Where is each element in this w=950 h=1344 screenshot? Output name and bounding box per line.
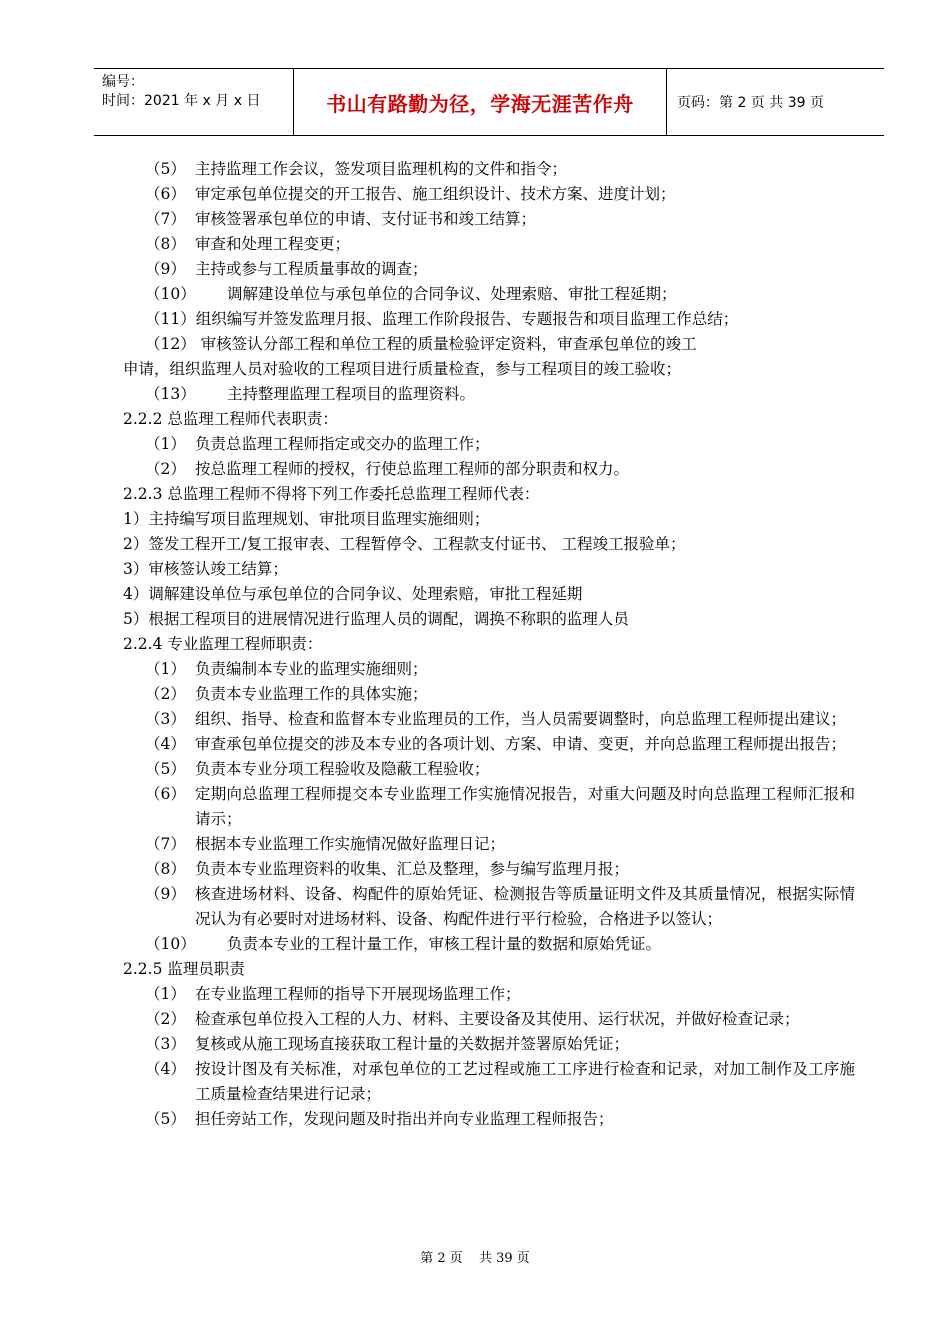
list-item-text: 核查进场材料、设备、构配件的原始凭证、检测报告等质量证明文件及其质量情况，根据实际情况认为有必要时对进场材料、设备、构配件进行平行检验，合格进予以签认； — [195, 885, 855, 928]
footer-page-current: 第 2 页 — [420, 1251, 463, 1266]
text-line: 2.2.3 总监理工程师不得将下列工作委托总监理工程师代表： — [123, 485, 540, 503]
list-item — [123, 782, 855, 832]
document-time: 时间：2021 年 x 月 x 日 — [102, 93, 261, 109]
list-item-number: （7） — [145, 210, 186, 228]
list-item-text: 负责本专业的工程计量工作，审核工程计量的数据和原始凭证。 — [227, 935, 662, 953]
list-item-number: （4） — [145, 1060, 186, 1078]
list-item — [123, 1007, 855, 1032]
list-item-number: （2） — [145, 460, 186, 478]
list-item — [123, 732, 855, 757]
list-item-number: （2） — [145, 685, 186, 703]
list-item-text: 负责本专业分项工程验收及隐蔽工程验收； — [195, 760, 490, 778]
list-item — [123, 457, 855, 482]
list-item — [123, 682, 855, 707]
list-item — [123, 757, 855, 782]
text-line: 4）调解建设单位与承包单位的合同争议、处理索赔，审批工程延期 — [123, 585, 583, 603]
list-item — [123, 182, 855, 207]
list-item — [123, 382, 855, 407]
text-line: 2.2.2 总监理工程师代表职责： — [123, 410, 338, 428]
list-item-text: 主持或参与工程质量事故的调查； — [195, 260, 428, 278]
list-item — [123, 982, 855, 1007]
text-line: （12） 审核签认分部工程和单位工程的质量检验评定资料，审查承包单位的竣工 — [145, 335, 697, 353]
list-item-number: （3） — [145, 710, 186, 728]
header-page-number: 页码：第 2 页 共 39 页 — [677, 95, 824, 111]
list-item-number: （13） — [145, 385, 196, 403]
list-item-text: 审查和处理工程变更； — [195, 235, 351, 253]
text-line: 2）签发工程开工/复工报审表、工程暂停令、工程款支付证书、 工程竣工报验单； — [123, 535, 686, 553]
list-item-number: （6） — [145, 185, 186, 203]
list-item-number: （8） — [145, 235, 186, 253]
page-footer — [0, 1247, 950, 1266]
text-line: 5）根据工程项目的进展情况进行监理人员的调配，调换不称职的监理人员 — [123, 610, 629, 628]
list-item-text: 按设计图及有关标准，对承包单位的工艺过程或施工工序进行检查和记录，对加工制作及工序施工质量检查结果进行记录； — [195, 1060, 855, 1103]
list-item-text: 调解建设单位与承包单位的合同争议、处理索赔、审批工程延期； — [227, 285, 677, 303]
list-item-number: （6） — [145, 785, 186, 803]
list-item-text: 负责本专业监理工作的具体实施； — [195, 685, 428, 703]
list-item — [123, 432, 855, 457]
list-item-text: 根据本专业监理工作实施情况做好监理日记； — [195, 835, 506, 853]
list-item-text: 负责本专业监理资料的收集、汇总及整理，参与编写监理月报； — [195, 860, 630, 878]
list-item-text: 担任旁站工作，发现问题及时指出并向专业监理工程师报告； — [195, 1110, 614, 1128]
list-item-number: （1） — [145, 660, 186, 678]
list-item-number: （7） — [145, 835, 186, 853]
document-body — [123, 157, 855, 1132]
text-line: （11）组织编写并签发监理月报、监理工作阶段报告、专题报告和项目监理工作总结； — [145, 310, 739, 328]
list-item-text: 主持监理工作会议，签发项目监理机构的文件和指令； — [195, 160, 568, 178]
list-item — [123, 707, 855, 732]
list-item-number: （10） — [145, 285, 196, 303]
list-item-text: 审核签署承包单位的申请、支付证书和竣工结算； — [195, 210, 537, 228]
list-item-text: 定期向总监理工程师提交本专业监理工作实施情况报告，对重大问题及时向总监理工程师汇报和请示； — [195, 785, 855, 828]
list-item — [123, 157, 855, 182]
list-item — [123, 932, 855, 957]
list-item-text: 复核或从施工现场直接获取工程计量的关数据并签署原始凭证； — [195, 1035, 630, 1053]
list-item-number: （5） — [145, 1110, 186, 1128]
list-item — [123, 257, 855, 282]
list-item — [123, 232, 855, 257]
text-line: 1）主持编写项目监理规划、审批项目监理实施细则； — [123, 510, 490, 528]
list-item-text: 在专业监理工程师的指导下开展现场监理工作； — [195, 985, 521, 1003]
list-item — [123, 1057, 855, 1107]
text-line: 2.2.4 专业监理工程师职责： — [123, 635, 323, 653]
footer-page-total: 共 39 页 — [478, 1251, 530, 1266]
text-line: 3）审核签认竣工结算； — [123, 560, 288, 578]
list-item-number: （5） — [145, 160, 186, 178]
list-item-number: （2） — [145, 1010, 186, 1028]
list-item-number: （1） — [145, 435, 186, 453]
list-item-text: 审查承包单位提交的涉及本专业的各项计划、方案、申请、变更，并向总监理工程师提出报告； — [195, 735, 847, 753]
list-item-number: （8） — [145, 860, 186, 878]
list-item — [123, 1032, 855, 1057]
list-item-text: 主持整理监理工程项目的监理资料。 — [227, 385, 476, 403]
list-item — [123, 832, 855, 857]
list-item — [123, 1107, 855, 1132]
list-item — [123, 207, 855, 232]
text-line: 2.2.5 监理员职责 — [123, 960, 245, 978]
list-item — [123, 282, 855, 307]
list-item-number: （9） — [145, 885, 186, 903]
list-item-number: （5） — [145, 760, 186, 778]
list-item-number: （10） — [145, 935, 196, 953]
list-item-text: 负责总监理工程师指定或交办的监理工作； — [195, 435, 490, 453]
header-motto: 书山有路勤为径，学海无涯苦作舟 — [294, 69, 667, 135]
list-item-number: （4） — [145, 735, 186, 753]
list-item-number: （9） — [145, 260, 186, 278]
list-item-text: 负责编制本专业的监理实施细则； — [195, 660, 428, 678]
page-header — [94, 68, 884, 136]
list-item-text: 组织、指导、检查和监督本专业监理员的工作，当人员需要调整时，向总监理工程师提出建议； — [195, 710, 847, 728]
list-item-text: 检查承包单位投入工程的人力、材料、主要设备及其使用、运行状况，并做好检查记录； — [195, 1010, 800, 1028]
list-item-text: 按总监理工程师的授权，行使总监理工程师的部分职责和权力。 — [195, 460, 630, 478]
document-number-label: 编号： — [102, 74, 144, 90]
list-item-number: （3） — [145, 1035, 186, 1053]
list-item — [123, 657, 855, 682]
list-item-text: 审定承包单位提交的开工报告、施工组织设计、技术方案、进度计划； — [195, 185, 676, 203]
list-item — [123, 857, 855, 882]
header-meta — [94, 69, 294, 135]
text-line: 申请，组织监理人员对验收的工程项目进行质量检查，参与工程项目的竣工验收； — [123, 360, 682, 378]
list-item-number: （1） — [145, 985, 186, 1003]
list-item — [123, 882, 855, 932]
